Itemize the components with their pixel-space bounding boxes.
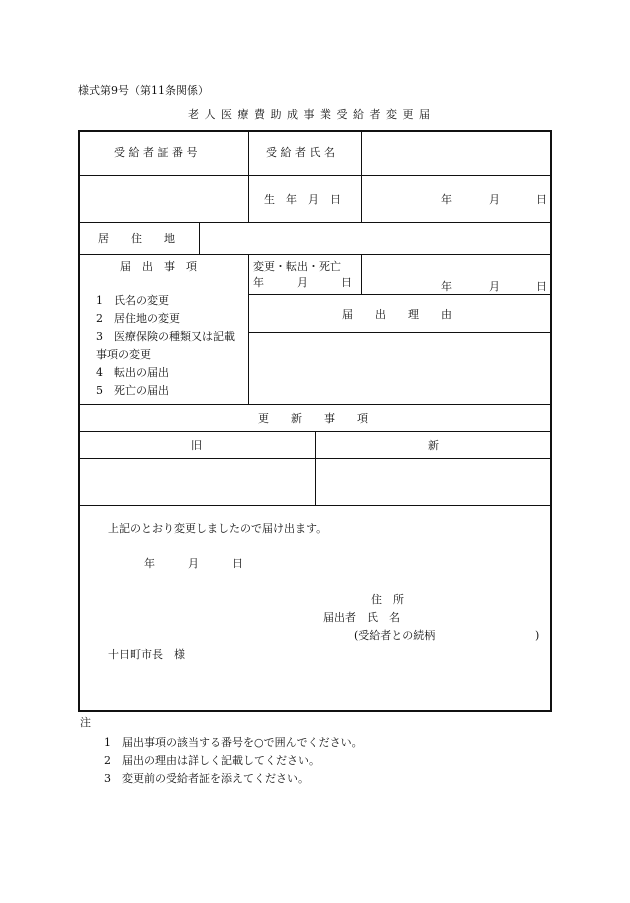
item-3-cont: 事項の変更 xyxy=(96,348,151,361)
form-title: 老 人 医 療 費 助 成 事 業 受 給 者 変 更 届 xyxy=(188,108,431,121)
new-field[interactable] xyxy=(317,460,550,504)
cert-number-label: 受 給 者 証 番 号 xyxy=(114,146,198,159)
form-number: 様式第9号（第11条関係） xyxy=(78,84,209,97)
cert-number-field[interactable] xyxy=(80,177,246,221)
row-divider-4 xyxy=(78,404,552,405)
item-3[interactable]: 3 医療保険の種類又は記載 xyxy=(96,330,235,343)
col-divider-change xyxy=(361,254,362,294)
item-5[interactable]: 5 死亡の届出 xyxy=(96,384,169,397)
update-label: 更 新 事 項 xyxy=(258,412,368,425)
note-2: 2 届出の理由は詳しく記載してください。 xyxy=(104,754,320,767)
birth-year-label: 年 xyxy=(441,193,452,206)
old-field[interactable] xyxy=(80,460,314,504)
old-label: 旧 xyxy=(191,439,202,452)
reason-label: 届 出 理 由 xyxy=(342,308,452,321)
notifier-line: 届出者 氏 名 xyxy=(323,611,400,624)
col-divider-items xyxy=(248,254,249,404)
item-4[interactable]: 4 転出の届出 xyxy=(96,366,169,379)
change-month-label: 月 xyxy=(489,280,500,293)
note-1: 1 届出事項の該当する番号を○で囲んでください。 xyxy=(104,736,363,749)
row-divider-3 xyxy=(78,254,552,255)
reason-field[interactable] xyxy=(250,334,550,402)
name-field[interactable] xyxy=(362,132,550,174)
note-3: 3 変更前の受給者証を添えてください。 xyxy=(104,772,309,785)
address-line: 住 所 xyxy=(371,593,404,606)
statement: 上記のとおり変更しましたので届け出ます。 xyxy=(108,522,328,535)
items-header: 届 出 事 項 xyxy=(120,260,197,273)
birth-day-label: 日 xyxy=(536,193,547,206)
item-2[interactable]: 2 居住地の変更 xyxy=(96,312,180,325)
row-divider-reason xyxy=(248,332,552,333)
birthdate-label: 生 年 月 日 xyxy=(264,193,341,206)
change-date-ymd: 年 月 日 xyxy=(253,276,352,289)
addressee: 十日町市長 様 xyxy=(108,648,185,661)
address-field[interactable] xyxy=(200,223,550,253)
change-year-label: 年 xyxy=(441,280,452,293)
new-label: 新 xyxy=(428,439,439,452)
col-divider-oldnew xyxy=(315,431,316,505)
name-label: 受 給 者 氏 名 xyxy=(266,146,335,159)
row-divider-change xyxy=(248,294,552,295)
row-divider-1 xyxy=(78,175,552,176)
declaration-date: 年 月 日 xyxy=(144,557,243,570)
col-divider-a xyxy=(248,130,249,222)
row-divider-7 xyxy=(78,505,552,506)
item-1[interactable]: 1 氏名の変更 xyxy=(96,294,169,307)
birth-month-label: 月 xyxy=(489,193,500,206)
change-day-label: 日 xyxy=(536,280,547,293)
notes-header: 注 xyxy=(80,716,91,729)
relation-close: ) xyxy=(535,629,540,642)
relation-line: (受給者との続柄 xyxy=(354,629,436,642)
address-label: 居 住 地 xyxy=(98,232,175,245)
change-date-label: 変更・転出・死亡 xyxy=(253,260,341,273)
